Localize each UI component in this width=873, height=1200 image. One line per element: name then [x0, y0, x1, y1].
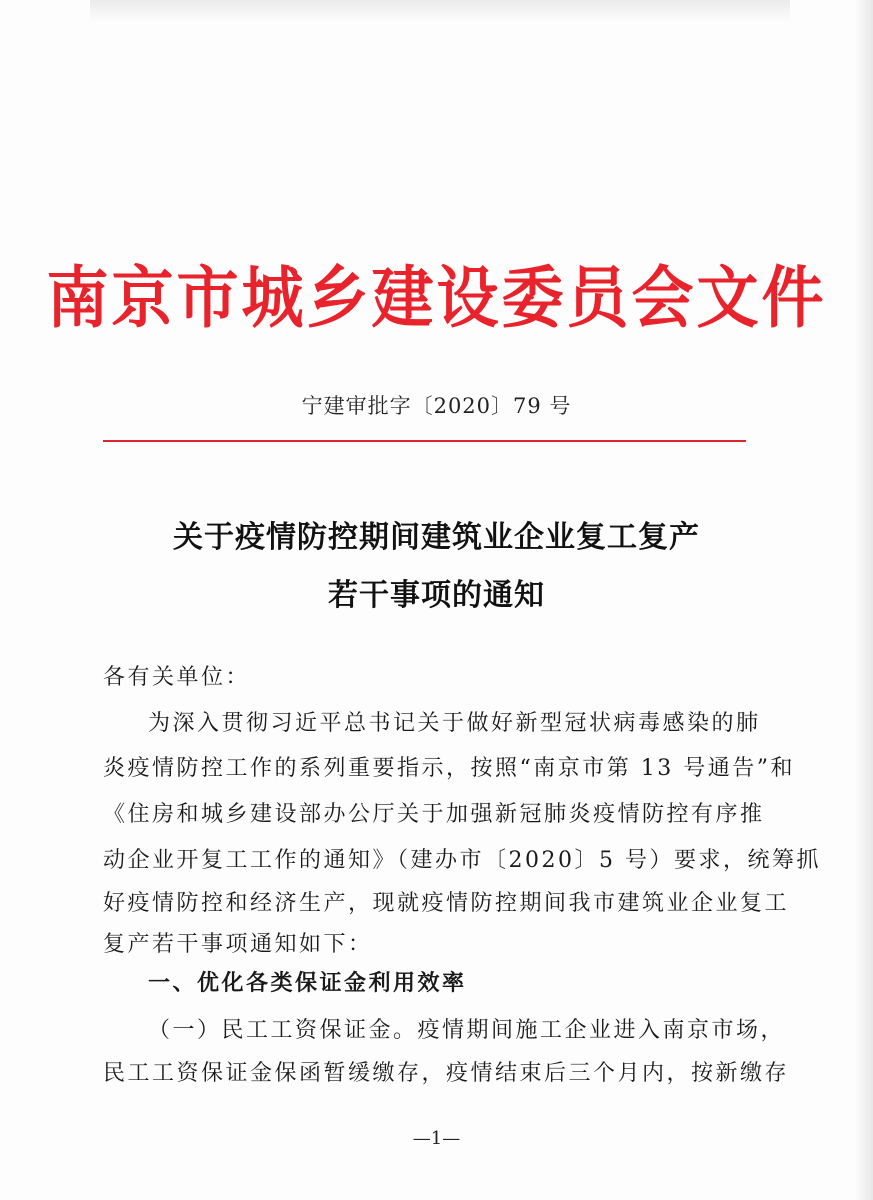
- issuer-header-title: 南京市城乡建设委员会文件: [46, 258, 827, 338]
- body-text-line: 动企业开复工工作的通知》（建办市〔2020〕5 号）要求，统筹抓: [103, 848, 821, 873]
- body-text-line: 民工工资保证金保函暂缓缴存，疫情结束后三个月内，按新缴存: [103, 1061, 790, 1086]
- body-text-line: 炎疫情防控工作的系列重要指示，按照“南京市第 13 号通告”和: [103, 756, 795, 781]
- body-text-line: （一）民工工资保证金。疫情期间施工企业进入南京市场，: [148, 1018, 786, 1043]
- notice-title-line-2: 若干事项的通知: [328, 578, 545, 613]
- document-number: 宁建审批字〔2020〕79 号: [301, 394, 572, 418]
- body-text-line: 《住房和城乡建设部办公厅关于加强新冠肺炎疫情防控有序推: [103, 802, 765, 827]
- notice-title-line-1: 关于疫情防控期间建筑业企业复工复产: [173, 520, 700, 555]
- body-text-line: 复产若干事项通知如下：: [103, 932, 373, 957]
- body-text-line: 好疫情防控和经济生产，现就疫情防控期间我市建筑业企业复工: [103, 891, 790, 916]
- body-text-line: 为深入贯彻习近平总书记关于做好新型冠状病毒感染的肺: [148, 711, 761, 736]
- red-divider-line: [103, 440, 746, 442]
- salutation: 各有关单位：: [103, 665, 251, 690]
- page-number: —1—: [412, 1128, 461, 1149]
- section-heading: 一、优化各类保证金利用效率: [148, 971, 467, 996]
- scan-edge-shadow: [90, 0, 790, 22]
